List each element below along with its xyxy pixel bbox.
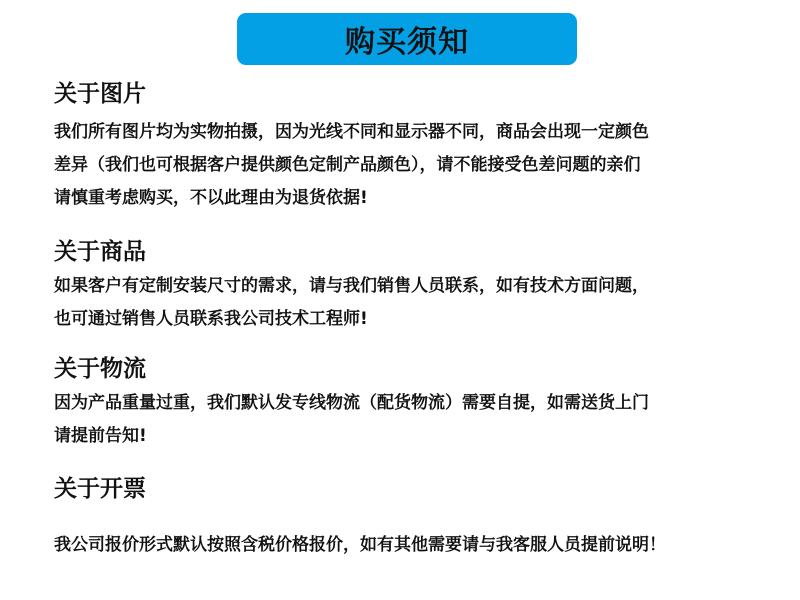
page-title: 购买须知 xyxy=(345,25,469,60)
section-line: 请提前告知! xyxy=(54,426,147,446)
section-line: 差异（我们也可根据客户提供颜色定制产品颜色），请不能接受色差问题的亲们 xyxy=(54,155,641,175)
section-pictures xyxy=(54,80,774,215)
section-heading: 关于开票 xyxy=(54,476,146,502)
section-invoice xyxy=(54,475,774,562)
section-line: 请慎重考虑购买，不以此理由为退货依据! xyxy=(54,188,368,208)
section-line: 我公司报价形式默认按照含税价格报价，如有其他需要请与我客服人员提前说明！ xyxy=(54,535,666,555)
section-line: 也可通过销售人员联系我公司技术工程师! xyxy=(54,309,368,329)
section-logistics xyxy=(54,355,774,453)
title-banner xyxy=(237,13,577,65)
section-line: 我们所有图片均为实物拍摄，因为光线不同和显示器不同，商品会出现一定颜色 xyxy=(54,122,649,142)
section-products xyxy=(54,238,774,336)
section-line: 如果客户有定制安装尺寸的需求，请与我们销售人员联系，如有技术方面问题， xyxy=(54,276,649,296)
section-line: 因为产品重量过重，我们默认发专线物流（配货物流）需要自提，如需送货上门 xyxy=(54,393,649,413)
section-heading: 关于商品 xyxy=(54,239,146,265)
section-heading: 关于图片 xyxy=(54,81,146,107)
section-heading: 关于物流 xyxy=(54,356,146,382)
